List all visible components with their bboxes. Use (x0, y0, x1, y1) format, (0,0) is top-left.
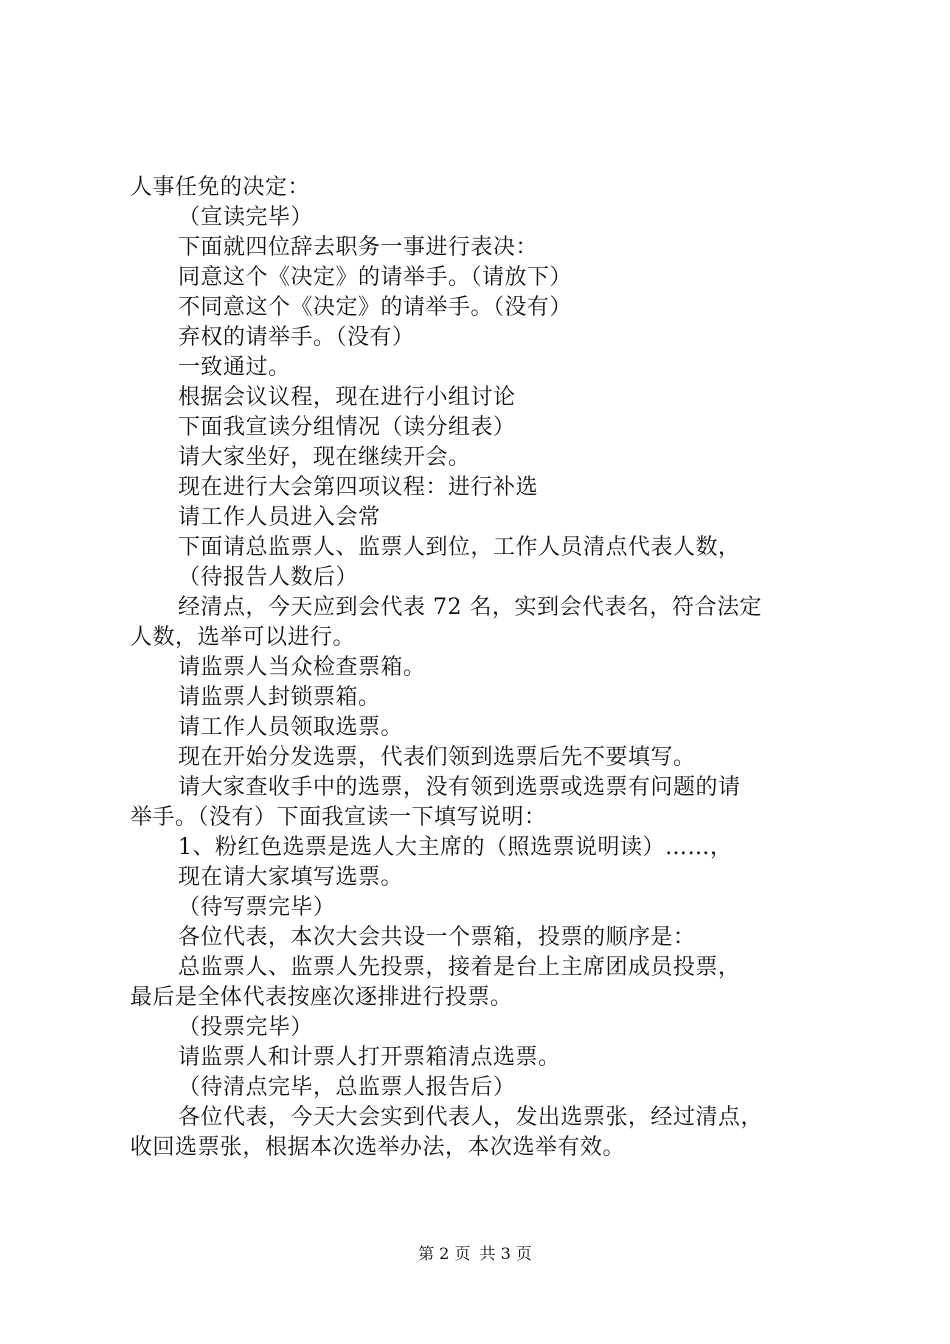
text-line: 收回选票张，根据本次选举办法，本次选举有效。 (130, 1135, 626, 1160)
text-line: 举手。（没有）下面我宣读一下填写说明： (130, 805, 547, 830)
text-line: （投票完毕） (178, 1015, 314, 1040)
text-line: 1、粉红色选票是选人大主席的（照选票说明读）……， (178, 835, 733, 860)
text-line: 请工作人员领取选票。 (178, 715, 404, 740)
text-line: 总监票人、监票人先投票，接着是台上主席团成员投票， (178, 955, 741, 980)
page-total: 共 3 页 (479, 1244, 532, 1263)
text-line: 一致通过。 (178, 355, 291, 380)
text-line: 不同意这个《决定》的请举手。（没有） (178, 295, 573, 320)
text-line: 人事任免的决定： (130, 175, 311, 200)
text-line: 请监票人当众检查票箱。 (178, 655, 426, 680)
text-line: 同意这个《决定》的请举手。（请放下） (178, 265, 573, 290)
text-line: 下面就四位辞去职务一事进行表决： (178, 235, 539, 260)
text-line: 各位代表，今天大会实到代表人，发出选票张，经过清点， (178, 1105, 764, 1130)
text-line: 请监票人和计票人打开票箱清点选票。 (178, 1045, 561, 1070)
text-line: 根据会议议程，现在进行小组讨论 (178, 385, 516, 410)
text-line: 现在进行大会第四项议程：进行补选 (178, 475, 539, 500)
text-line: 最后是全体代表按座次逐排进行投票。 (130, 985, 513, 1010)
text-line: （待清点完毕，总监票人报告后） (178, 1075, 516, 1100)
document-body (130, 173, 835, 1163)
text-line: 请工作人员进入会常 (178, 505, 381, 530)
text-line: 请大家坐好，现在继续开会。 (178, 445, 471, 470)
text-line: 各位代表，本次大会共设一个票箱，投票的顺序是： (178, 925, 696, 950)
text-line: （待写票完毕） (178, 895, 336, 920)
text-line: 弃权的请举手。（没有） (178, 325, 415, 350)
text-line: 请监票人封锁票箱。 (178, 685, 381, 710)
text-line: 请大家查收手中的选票，没有领到选票或选票有问题的请 (178, 775, 741, 800)
text-line: （宣读完毕） (178, 205, 314, 230)
text-line: 现在开始分发选票，代表们领到选票后先不要填写。 (178, 745, 696, 770)
page-number: 第 2 页 (418, 1244, 471, 1263)
text-line: （待报告人数后） (178, 565, 359, 590)
text-line: 下面请总监票人、监票人到位，工作人员清点代表人数， (178, 535, 741, 560)
text-line: 人数，选举可以进行。 (130, 625, 356, 650)
text-line: 经清点，今天应到会代表 72 名，实到会代表名，符合法定 (178, 595, 762, 620)
page-footer (0, 1244, 950, 1264)
text-line: 下面我宣读分组情况（读分组表） (178, 415, 516, 440)
text-line: 现在请大家填写选票。 (178, 865, 404, 890)
